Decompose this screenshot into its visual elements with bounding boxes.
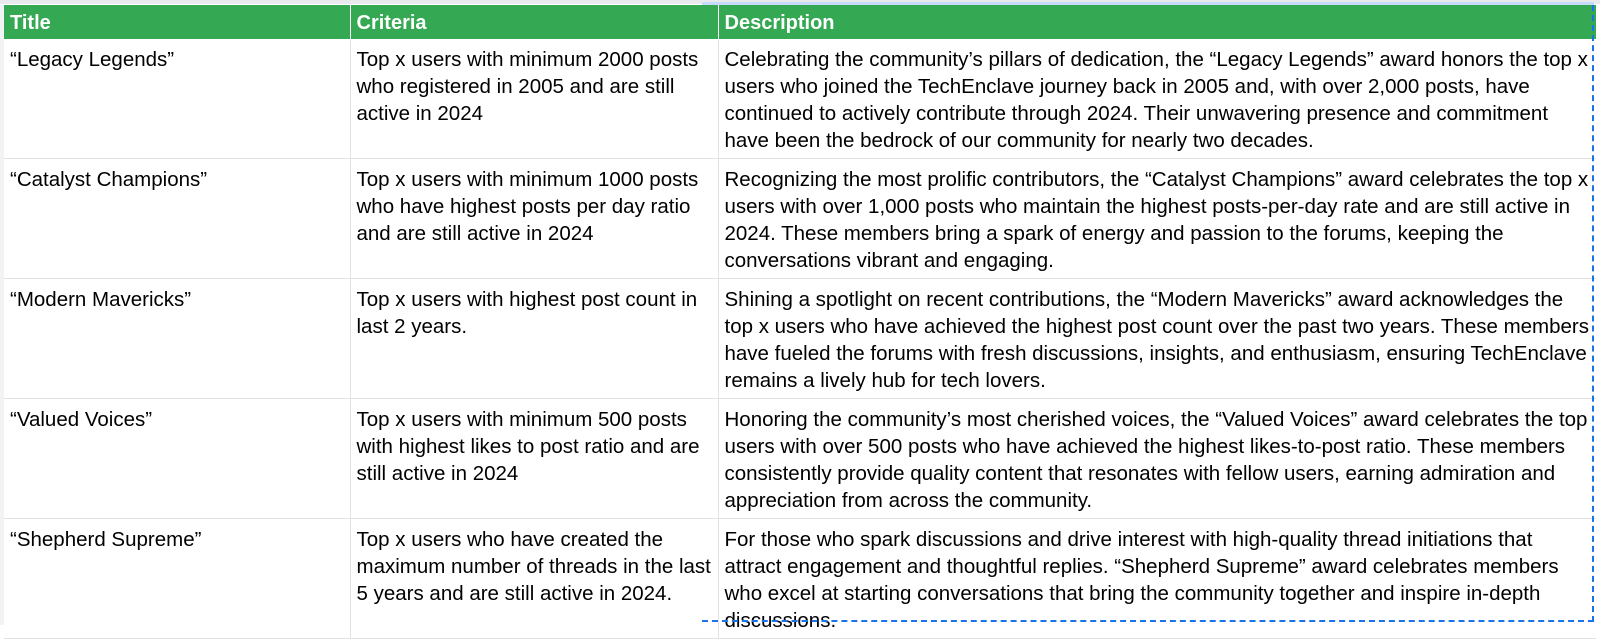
cell-title[interactable]: “Shepherd Supreme” (4, 519, 350, 639)
cell-criteria[interactable]: Top x users with highest post count in last 2 years. (350, 279, 718, 399)
header-cell-description[interactable]: Description (724, 11, 835, 34)
header-cell-title[interactable]: Title (4, 5, 350, 39)
cell-description[interactable]: Shining a spotlight on recent contributions, the “Modern Mavericks” award acknowledges the top x users who have achieved the highest post count over the past two years. These members have fueled the forums with fresh discussions, insights, and enthusiasm, ensuring TechEnclave remains a lively hub for tech lovers. (718, 279, 1596, 399)
header-cell-criteria[interactable]: Criteria (350, 5, 718, 39)
cell-title[interactable]: “Modern Mavericks” (4, 279, 350, 399)
awards-table (4, 5, 1596, 639)
table-row (4, 519, 1596, 639)
cell-description[interactable]: Honoring the community’s most cherished voices, the “Valued Voices” award celebrates the top users with over 500 posts who have achieved the highest likes-to-post ratio. These members consistently provide quality content that resonates with fellow users, earning admiration and appreciation from across the community. (718, 399, 1596, 519)
table-row (4, 159, 1596, 279)
cell-criteria[interactable]: Top x users with minimum 2000 posts who registered in 2005 and are still active in 2024 (350, 39, 718, 159)
cell-description[interactable]: For those who spark discussions and drive interest with high-quality thread initiations that attract engagement and thoughtful replies. “Shepherd Supreme” award celebrates members who excel at starting conversations that bring the community together and inspire in-depth discussions. (718, 519, 1596, 639)
cell-description[interactable]: Recognizing the most prolific contributors, the “Catalyst Champions” award celebrates the top x users with over 1,000 posts who maintain the highest posts-per-day rate and are still active in 2024. These members bring a spark of energy and passion to the forums, keeping the conversations vibrant and engaging. (718, 159, 1596, 279)
table-row (4, 39, 1596, 159)
cell-title[interactable]: “Legacy Legends” (4, 39, 350, 159)
cell-criteria[interactable]: Top x users with minimum 500 posts with highest likes to post ratio and are still active in 2024 (350, 399, 718, 519)
cell-title[interactable]: “Valued Voices” (4, 399, 350, 519)
cell-title[interactable]: “Catalyst Champions” (4, 159, 350, 279)
cell-description[interactable]: Celebrating the community’s pillars of dedication, the “Legacy Legends” award honors the top x users who joined the TechEnclave journey back in 2005 and, with over 2,000 posts, have continued to actively contribute through 2024. Their unwavering presence and commitment have been the bedrock of our community for nearly two decades. (718, 39, 1596, 159)
table-row (4, 279, 1596, 399)
sheet-top-edge (0, 0, 1600, 4)
header-row (4, 5, 1596, 39)
cell-criteria[interactable]: Top x users who have created the maximum number of threads in the last 5 years and are still active in 2024. (350, 519, 718, 639)
table-row (4, 399, 1596, 519)
cell-criteria[interactable]: Top x users with minimum 1000 posts who have highest posts per day ratio and are still active in 2024 (350, 159, 718, 279)
